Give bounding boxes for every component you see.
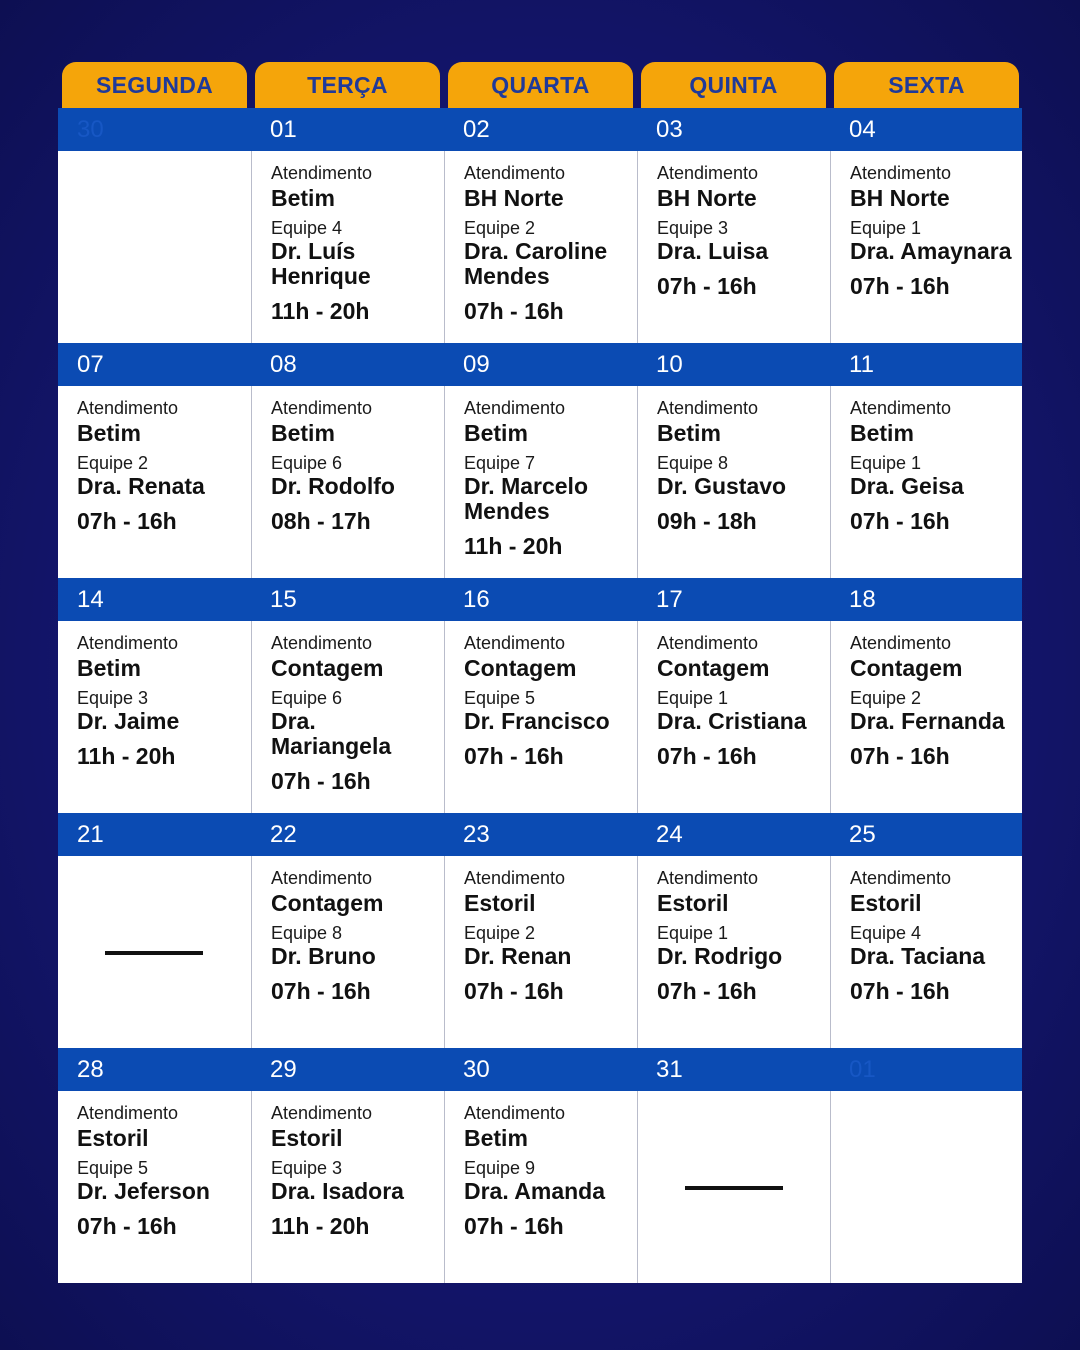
day-number: 03 [656, 116, 683, 143]
service-location: Betim [464, 420, 528, 446]
day-number: 23 [463, 821, 490, 848]
service-hours: 07h - 16h [850, 743, 950, 769]
doctor-name: Dra. Isadora [271, 1178, 404, 1204]
day-cell[interactable] [637, 386, 830, 578]
doctor-name: Dra. Luisa [657, 238, 769, 264]
day-cell[interactable] [251, 151, 444, 343]
weekday-header: SEGUNDA [62, 62, 247, 108]
doctor-name: Dr. Luís Henrique [271, 238, 371, 289]
day-number: 14 [77, 586, 104, 613]
day-number: 01 [849, 1056, 876, 1083]
day-cell[interactable] [58, 1091, 251, 1283]
service-hours: 11h - 20h [77, 743, 176, 769]
calendar-week [58, 578, 1022, 813]
team-name: Equipe 2 [77, 453, 149, 473]
weekday-header: QUINTA [641, 62, 826, 108]
doctor-name: Dr. Rodolfo [271, 473, 395, 499]
doctor-name: Dr. Jaime [77, 708, 180, 734]
day-cell[interactable] [830, 151, 1022, 343]
doctor-name: Dra. Caroline Mendes [464, 238, 608, 289]
day-number-bar [58, 1048, 1022, 1091]
doctor-name: Dr. Bruno [271, 943, 376, 969]
service-hours: 07h - 16h [464, 743, 564, 769]
service-location: Contagem [271, 655, 384, 681]
day-number: 02 [463, 116, 490, 143]
day-cell[interactable] [251, 1091, 444, 1283]
service-label: Atendimento [464, 633, 566, 653]
service-location: Betim [271, 185, 335, 211]
team-name: Equipe 8 [271, 923, 343, 943]
service-hours: 07h - 16h [657, 978, 757, 1004]
doctor-name: Dr. Gustavo [657, 473, 787, 499]
service-location: Betim [657, 420, 721, 446]
team-name: Equipe 1 [657, 923, 729, 943]
day-number: 01 [270, 116, 297, 143]
service-hours: 07h - 16h [464, 298, 564, 324]
service-hours: 11h - 20h [271, 298, 370, 324]
calendar-week [58, 343, 1022, 578]
doctor-name: Dra. Mariangela [271, 708, 392, 759]
day-number: 09 [463, 351, 490, 378]
day-cells-row [58, 621, 1022, 813]
day-cell[interactable] [58, 621, 251, 813]
service-hours: 09h - 18h [657, 508, 757, 534]
service-label: Atendimento [464, 398, 566, 418]
service-hours: 07h - 16h [657, 273, 757, 299]
service-hours: 07h - 16h [850, 273, 950, 299]
calendar-week [58, 813, 1022, 1048]
service-hours: 11h - 20h [464, 533, 563, 559]
day-number: 30 [77, 116, 104, 143]
day-number-bar [58, 578, 1022, 621]
calendar-grid [58, 108, 1022, 1283]
service-location: BH Norte [464, 185, 564, 211]
calendar-week [58, 108, 1022, 343]
service-label: Atendimento [271, 1103, 373, 1123]
service-label: Atendimento [850, 163, 952, 183]
service-label: Atendimento [464, 868, 566, 888]
day-number: 11 [849, 351, 874, 378]
day-cell[interactable] [251, 386, 444, 578]
team-name: Equipe 5 [77, 1158, 149, 1178]
doctor-name: Dra. Renata [77, 473, 205, 499]
doctor-name: Dra. Amaynara [850, 238, 1012, 264]
service-location: Betim [77, 655, 141, 681]
team-name: Equipe 8 [657, 453, 729, 473]
service-location: Estoril [850, 890, 922, 916]
service-location: Estoril [464, 890, 536, 916]
day-cell[interactable] [58, 386, 251, 578]
day-number: 07 [77, 351, 104, 378]
day-number: 30 [463, 1056, 490, 1083]
day-cell[interactable] [637, 621, 830, 813]
service-hours: 07h - 16h [77, 1213, 177, 1239]
day-number: 31 [656, 1056, 683, 1083]
team-name: Equipe 4 [271, 218, 343, 238]
service-label: Atendimento [657, 398, 759, 418]
doctor-name: Dr. Jeferson [77, 1178, 210, 1204]
team-name: Equipe 7 [464, 453, 536, 473]
service-location: Betim [271, 420, 335, 446]
service-hours: 07h - 16h [464, 978, 564, 1004]
day-cells-row [58, 151, 1022, 343]
day-number-bar [58, 343, 1022, 386]
service-location: BH Norte [850, 185, 950, 211]
service-location: Betim [850, 420, 914, 446]
day-cell[interactable] [251, 856, 444, 1048]
day-number: 24 [656, 821, 683, 848]
day-cell[interactable] [444, 386, 637, 578]
day-cell[interactable] [637, 856, 830, 1048]
service-label: Atendimento [271, 868, 373, 888]
team-name: Equipe 4 [850, 923, 922, 943]
service-label: Atendimento [271, 398, 373, 418]
service-label: Atendimento [850, 868, 952, 888]
day-number: 18 [849, 586, 876, 613]
day-number: 21 [77, 821, 104, 848]
doctor-name: Dr. Rodrigo [657, 943, 783, 969]
team-name: Equipe 3 [271, 1158, 343, 1178]
team-name: Equipe 6 [271, 688, 343, 708]
doctor-name: Dr. Marcelo Mendes [464, 473, 588, 524]
day-cells-row [58, 386, 1022, 578]
day-number: 28 [77, 1056, 104, 1083]
day-cell[interactable] [830, 621, 1022, 813]
doctor-name: Dr. Francisco [464, 708, 610, 734]
day-cell[interactable] [444, 1091, 637, 1283]
day-number: 15 [270, 586, 297, 613]
service-location: Estoril [271, 1125, 343, 1151]
service-label: Atendimento [271, 633, 373, 653]
day-cell[interactable] [830, 856, 1022, 1048]
doctor-name: Dr. Renan [464, 943, 572, 969]
day-number: 08 [270, 351, 297, 378]
service-label: Atendimento [657, 633, 759, 653]
day-cells-row [58, 1091, 1022, 1283]
day-cell[interactable] [251, 621, 444, 813]
doctor-name: Dra. Fernanda [850, 708, 1005, 734]
service-label: Atendimento [657, 868, 759, 888]
no-service-dash [105, 951, 203, 955]
doctor-name: Dra. Cristiana [657, 708, 807, 734]
calendar-week [58, 1048, 1022, 1283]
service-location: Contagem [850, 655, 963, 681]
doctor-name: Dra. Geisa [850, 473, 964, 499]
day-number: 29 [270, 1056, 297, 1083]
day-cell[interactable] [444, 151, 637, 343]
team-name: Equipe 1 [657, 688, 729, 708]
service-label: Atendimento [77, 1103, 179, 1123]
service-hours: 07h - 16h [77, 508, 177, 534]
team-name: Equipe 3 [77, 688, 149, 708]
weekday-header: SEXTA [834, 62, 1019, 108]
day-number-bar [58, 813, 1022, 856]
service-location: Betim [464, 1125, 528, 1151]
day-number: 04 [849, 116, 876, 143]
team-name: Equipe 2 [464, 923, 536, 943]
service-label: Atendimento [464, 1103, 566, 1123]
service-location: Contagem [657, 655, 770, 681]
no-service-dash [685, 1186, 783, 1190]
team-name: Equipe 1 [850, 453, 922, 473]
service-hours: 08h - 17h [271, 508, 371, 534]
service-location: Contagem [271, 890, 384, 916]
service-location: Contagem [464, 655, 577, 681]
day-cell[interactable] [830, 386, 1022, 578]
team-name: Equipe 5 [464, 688, 536, 708]
day-number: 10 [656, 351, 683, 378]
day-number: 22 [270, 821, 297, 848]
team-name: Equipe 6 [271, 453, 343, 473]
day-cell[interactable] [58, 151, 251, 343]
service-label: Atendimento [850, 398, 952, 418]
day-cell[interactable] [58, 856, 251, 1048]
service-location: BH Norte [657, 185, 757, 211]
service-hours: 07h - 16h [657, 743, 757, 769]
day-cells-row [58, 856, 1022, 1048]
service-hours: 07h - 16h [850, 978, 950, 1004]
team-name: Equipe 1 [850, 218, 922, 238]
service-location: Estoril [77, 1125, 149, 1151]
day-cell[interactable] [637, 1091, 830, 1283]
team-name: Equipe 3 [657, 218, 729, 238]
team-name: Equipe 9 [464, 1158, 536, 1178]
day-number-bar [58, 108, 1022, 151]
service-label: Atendimento [77, 633, 179, 653]
team-name: Equipe 2 [464, 218, 536, 238]
weekday-header: TERÇA [255, 62, 440, 108]
day-number: 17 [656, 586, 683, 613]
day-cell[interactable] [830, 1091, 1022, 1283]
day-cell[interactable] [637, 151, 830, 343]
team-name: Equipe 2 [850, 688, 922, 708]
service-hours: 07h - 16h [464, 1213, 564, 1239]
service-hours: 07h - 16h [850, 508, 950, 534]
doctor-name: Dra. Amanda [464, 1178, 606, 1204]
doctor-name: Dra. Taciana [850, 943, 986, 969]
day-cell[interactable] [444, 856, 637, 1048]
service-label: Atendimento [850, 633, 952, 653]
service-hours: 07h - 16h [271, 768, 371, 794]
service-hours: 07h - 16h [271, 978, 371, 1004]
service-location: Estoril [657, 890, 729, 916]
weekday-header: QUARTA [448, 62, 633, 108]
service-label: Atendimento [77, 398, 179, 418]
day-cell[interactable] [444, 621, 637, 813]
day-number: 25 [849, 821, 876, 848]
service-hours: 11h - 20h [271, 1213, 370, 1239]
weekday-header-row [58, 62, 1022, 108]
day-number: 16 [463, 586, 490, 613]
service-label: Atendimento [271, 163, 373, 183]
service-label: Atendimento [657, 163, 759, 183]
service-label: Atendimento [464, 163, 566, 183]
service-location: Betim [77, 420, 141, 446]
